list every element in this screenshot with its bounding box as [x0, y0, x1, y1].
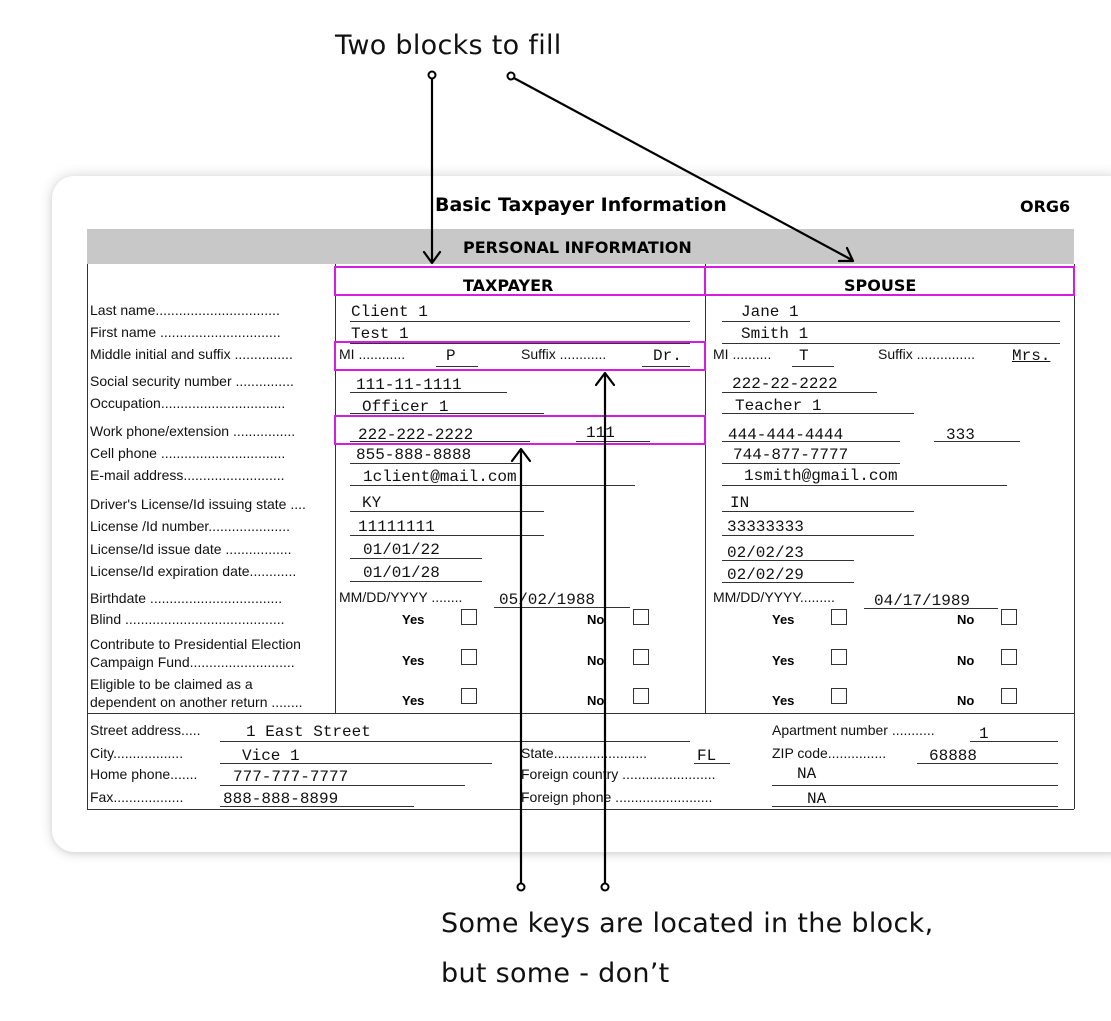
annotation-bottom-line1: Some keys are located in the block, — [441, 908, 934, 939]
spouse-birthdate-format: MM/DD/YYYY......... — [713, 589, 835, 605]
label-pec-line1: Contribute to Presidential Election — [90, 636, 301, 652]
fax[interactable]: 888-888-8899 — [223, 790, 339, 808]
taxpayer-eligible-no-label: No — [587, 693, 605, 708]
spouse-suffix-label: Suffix ............... — [878, 346, 975, 362]
taxpayer-first-name[interactable]: Test 1 — [351, 325, 409, 343]
taxpayer-ssn[interactable]: 111-11-1111 — [356, 376, 462, 394]
label-dl-state: Driver's License/Id issuing state .... — [90, 496, 306, 512]
label-eligible-line1: Eligible to be claimed as a — [90, 676, 253, 692]
label-street: Street address..... — [90, 722, 201, 738]
spouse-pec-yes-label: Yes — [772, 653, 795, 668]
taxpayer-suffix-label: Suffix ............ — [521, 346, 607, 362]
taxpayer-suffix[interactable]: Dr. — [653, 347, 682, 365]
label-blind: Blind ......................................... — [90, 611, 285, 627]
taxpayer-birthdate-format: MM/DD/YYYY ........ — [339, 589, 463, 605]
taxpayer-blind-no-label: No — [587, 612, 605, 627]
taxpayer-extension[interactable]: 111 — [586, 424, 615, 442]
label-zip: ZIP code............... — [772, 745, 887, 761]
label-apartment: Apartment number ........... — [772, 722, 935, 738]
taxpayer-dl-state[interactable]: KY — [362, 494, 382, 512]
label-occupation: Occupation................................ — [90, 395, 286, 411]
spouse-blind-no-label: No — [957, 612, 975, 627]
spouse-birthdate[interactable]: 04/17/1989 — [874, 592, 971, 610]
spouse-license-issue[interactable]: 02/02/23 — [727, 544, 804, 562]
label-foreign-phone: Foreign phone ......................... — [521, 789, 713, 805]
spouse-pec-no-label: No — [957, 653, 975, 668]
label-middle-initial: Middle initial and suffix ............... — [90, 346, 293, 362]
annotation-bottom-line2: but some - don’t — [441, 958, 670, 989]
spouse-mi-label: MI .......... — [713, 346, 772, 362]
label-email: E-mail address.......................... — [90, 467, 285, 483]
section-title: PERSONAL INFORMATION — [463, 238, 692, 257]
spouse-dl-state[interactable]: IN — [730, 494, 750, 512]
label-first-name: First name ............................... — [90, 324, 281, 340]
taxpayer-last-name[interactable]: Client 1 — [351, 303, 428, 321]
label-cell-phone: Cell phone ................................ — [90, 445, 286, 461]
label-fax: Fax.................. — [90, 789, 184, 805]
taxpayer-work-phone[interactable]: 222-222-2222 — [358, 426, 474, 444]
label-last-name: Last name................................ — [90, 302, 280, 318]
foreign-country[interactable]: NA — [797, 765, 817, 783]
taxpayer-mi-label: MI ............ — [339, 346, 406, 362]
arrow-start-dot-3 — [518, 884, 525, 891]
taxpayer-email[interactable]: 1client@mail.com — [363, 468, 517, 486]
taxpayer-pec-no-label: No — [587, 653, 605, 668]
street-address[interactable]: 1 East Street — [246, 723, 371, 741]
label-foreign-country: Foreign country ........................ — [521, 766, 716, 782]
spouse-column-heading: SPOUSE — [844, 276, 917, 295]
label-home-phone: Home phone....... — [90, 766, 198, 782]
taxpayer-pec-yes-label: Yes — [402, 653, 425, 668]
arrow-to-spouse — [512, 77, 852, 260]
city[interactable]: Vice 1 — [242, 747, 300, 765]
spouse-mi[interactable]: T — [799, 347, 809, 365]
spouse-last-name[interactable]: Jane 1 — [741, 303, 799, 321]
spouse-suffix[interactable]: Mrs. — [1012, 347, 1051, 365]
spouse-occupation[interactable]: Teacher 1 — [735, 397, 822, 415]
taxpayer-occupation[interactable]: Officer 1 — [362, 398, 449, 416]
taxpayer-eligible-yes-label: Yes — [402, 693, 425, 708]
taxpayer-blind-yes-label: Yes — [402, 612, 425, 627]
label-birthdate: Birthdate .................................. — [90, 590, 283, 606]
taxpayer-license-number[interactable]: 11111111 — [358, 518, 435, 536]
home-phone[interactable]: 777-777-7777 — [233, 768, 349, 786]
arrow-start-dot-2 — [508, 73, 515, 80]
label-ssn: Social security number ............... — [90, 373, 294, 389]
label-license-exp: License/Id expiration date............ — [90, 563, 297, 579]
label-work-phone: Work phone/extension ................ — [90, 423, 296, 439]
spouse-eligible-no-label: No — [957, 693, 975, 708]
form-title: Basic Taxpayer Information — [435, 194, 727, 216]
taxpayer-license-exp[interactable]: 01/01/28 — [363, 564, 440, 582]
apartment-number[interactable]: 1 — [979, 725, 989, 743]
spouse-work-phone[interactable]: 444-444-4444 — [728, 426, 844, 444]
spouse-extension[interactable]: 333 — [946, 426, 975, 444]
spouse-license-exp[interactable]: 02/02/29 — [727, 566, 804, 584]
taxpayer-mi[interactable]: P — [446, 347, 456, 365]
form-code: ORG6 — [1020, 197, 1071, 216]
spouse-email[interactable]: 1smith@gmail.com — [744, 467, 898, 485]
arrow-start-dot-4 — [602, 884, 609, 891]
foreign-phone[interactable]: NA — [807, 790, 827, 808]
taxpayer-cell-phone[interactable]: 855-888-8888 — [356, 446, 472, 464]
taxpayer-license-issue[interactable]: 01/01/22 — [363, 541, 440, 559]
zip-code[interactable]: 68888 — [929, 747, 978, 765]
arrow-start-dot-1 — [429, 72, 436, 79]
spouse-license-number[interactable]: 33333333 — [727, 518, 804, 536]
taxpayer-column-heading: TAXPAYER — [463, 276, 554, 295]
label-city: City.................. — [90, 745, 184, 761]
label-pec-line2: Campaign Fund........................... — [90, 654, 295, 670]
state[interactable]: FL — [697, 747, 717, 765]
spouse-cell-phone[interactable]: 744-877-7777 — [733, 446, 849, 464]
taxpayer-birthdate[interactable]: 05/02/1988 — [499, 591, 596, 609]
spouse-first-name[interactable]: Smith 1 — [741, 325, 809, 343]
spouse-eligible-yes-label: Yes — [772, 693, 795, 708]
label-license-issue: License/Id issue date ................. — [90, 541, 292, 557]
spouse-blind-yes-label: Yes — [772, 612, 795, 627]
annotation-top: Two blocks to fill — [335, 30, 562, 61]
label-license-number: License /Id number..................... — [90, 518, 290, 534]
label-state: State........................ — [521, 745, 648, 761]
label-eligible-line2: dependent on another return ........ — [90, 694, 303, 710]
spouse-ssn[interactable]: 222-22-2222 — [732, 375, 838, 393]
